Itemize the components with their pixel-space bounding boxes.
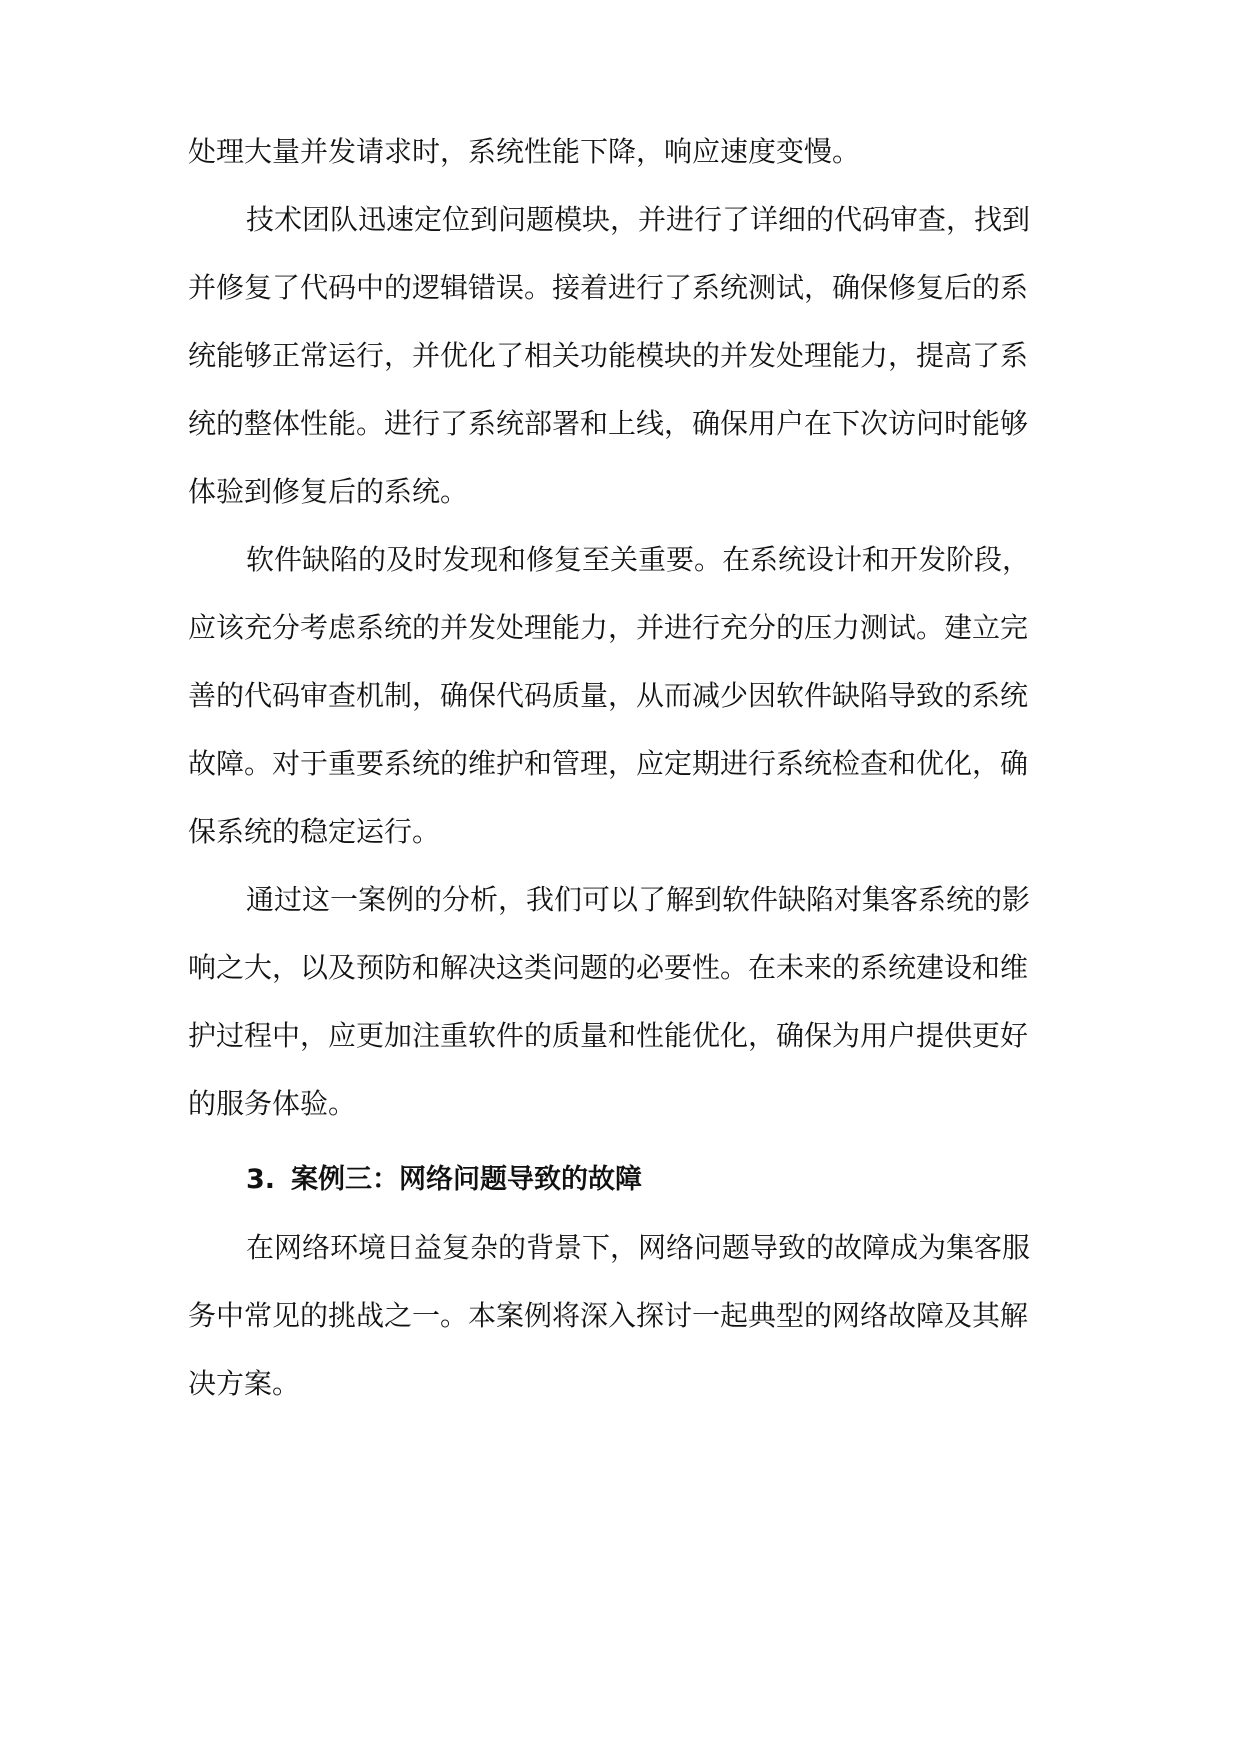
text-line: 通过这一案例的分析，我们可以了解到软件缺陷对集客系统的影 xyxy=(246,883,1031,916)
text-line: 护过程中，应更加注重软件的质量和性能优化，确保为用户提供更好 xyxy=(188,1019,1029,1052)
text-line: 务中常见的挑战之一。本案例将深入探讨一起典型的网络故障及其解 xyxy=(188,1299,1029,1332)
section-heading xyxy=(246,1160,642,1200)
text-line: 软件缺陷的及时发现和修复至关重要。在系统设计和开发阶段， xyxy=(246,543,1031,576)
text-line: 在网络环境日益复杂的背景下，网络问题导致的故障成为集客服 xyxy=(246,1231,1031,1264)
text-line: 善的代码审查机制，确保代码质量，从而减少因软件缺陷导致的系统 xyxy=(188,679,1029,712)
text-line: 的服务体验。 xyxy=(188,1087,357,1120)
text-line: 统能够正常运行，并优化了相关功能模块的并发处理能力，提高了系 xyxy=(188,339,1029,372)
text-line: 应该充分考虑系统的并发处理能力，并进行充分的压力测试。建立完 xyxy=(188,611,1029,644)
text-line: 技术团队迅速定位到问题模块，并进行了详细的代码审查，找到 xyxy=(246,203,1031,236)
text-line: 体验到修复后的系统。 xyxy=(188,475,469,508)
text-line: 故障。对于重要系统的维护和管理，应定期进行系统检查和优化，确 xyxy=(188,747,1029,780)
text-line: 统的整体性能。进行了系统部署和上线，确保用户在下次访问时能够 xyxy=(188,407,1029,440)
section-number: 3. xyxy=(246,1164,276,1195)
text-line: 决方案。 xyxy=(188,1367,301,1400)
text-line: 并修复了代码中的逻辑错误。接着进行了系统测试，确保修复后的系 xyxy=(188,271,1029,304)
text-line: 保系统的稳定运行。 xyxy=(188,815,441,848)
section-title: 案例三：网络问题导致的故障 xyxy=(291,1164,643,1195)
text-line: 处理大量并发请求时，系统性能下降，响应速度变慢。 xyxy=(188,135,861,168)
text-line: 响之大，以及预防和解决这类问题的必要性。在未来的系统建设和维 xyxy=(188,951,1029,984)
